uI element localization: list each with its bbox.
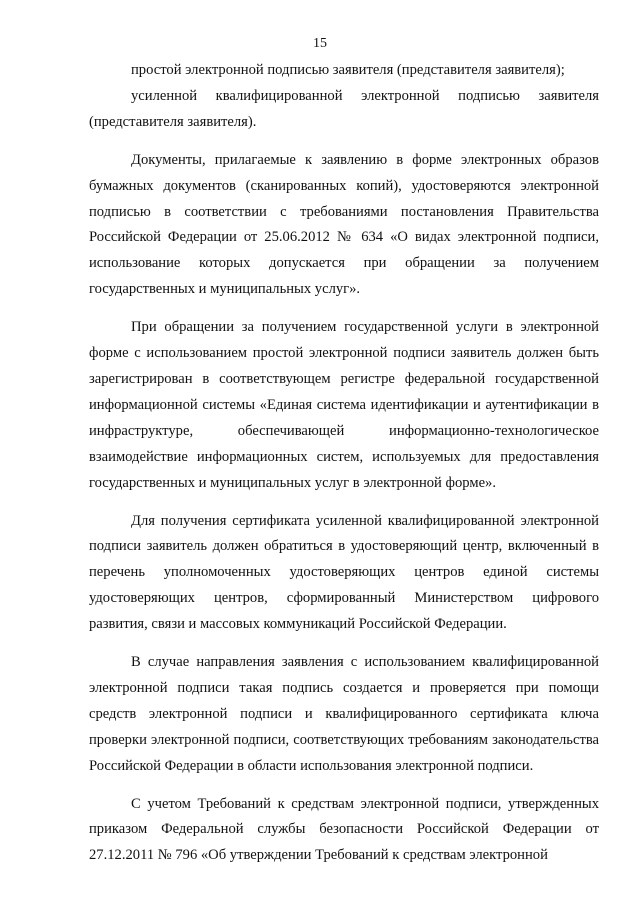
paragraph-certificate: Для получения сертификата усиленной квалифицированной электронной подписи заявитель должен обратиться в удостоверяющий центр, включенный в перечень уполномоченных удостоверяющих центров единой системы удостоверяющих центров, сформированный Министерством цифрового развития, связи и массовых коммуникаций Российской Федерации. [89,512,599,633]
paragraph-simple-signature: простой электронной подписью заявителя (представителя заявителя); [131,62,565,78]
paragraph-esia-registration: При обращении за получением государственной услуги в электронной форме с использованием простой электронной подписи заявитель должен быть зарегистрирован в соответствующем регистре федеральной государственной информационной системы «Единая система идентификации и аутентификации в инфраструктуре, обеспечивающей информационно-технологическое взаимодействие информационных систем, используемых для предоставления государственных и муниципальных услуг в электронной форме». [89,319,599,491]
paragraph-fsb-requirements: С учетом Требований к средствам электронной подписи, утвержденных приказом Федеральной службы безопасности Российской Федерации от 27.12.2011 № 796 «Об утверждении Требований к средствам электронной [89,795,599,864]
paragraph-qualified-signature: усиленной квалифицированной электронной подписью заявителя (представителя заявителя). [89,87,599,130]
page-number: 15 [313,36,327,51]
paragraph-attached-documents: Документы, прилагаемые к заявлению в форме электронных образов бумажных документов (сканированных копий), удостоверяются электронной подписью в соответствии с требованиями постановления Правительства Российской Федерации от 25.06.2012 № 634 «О видах электронной подписи, использование которых допускается при обращении за получением государственных и муниципальных услуг». [89,151,599,298]
paragraph-qualified-usage: В случае направления заявления с использованием квалифицированной электронной подписи такая подпись создается и проверяется при помощи средств электронной подписи и квалифицированного сертификата ключа проверки электронной подписи, соответствующих требованиям законодательства Российской Федерации в области использования электронной подписи. [89,654,599,774]
document-body [89,58,599,869]
